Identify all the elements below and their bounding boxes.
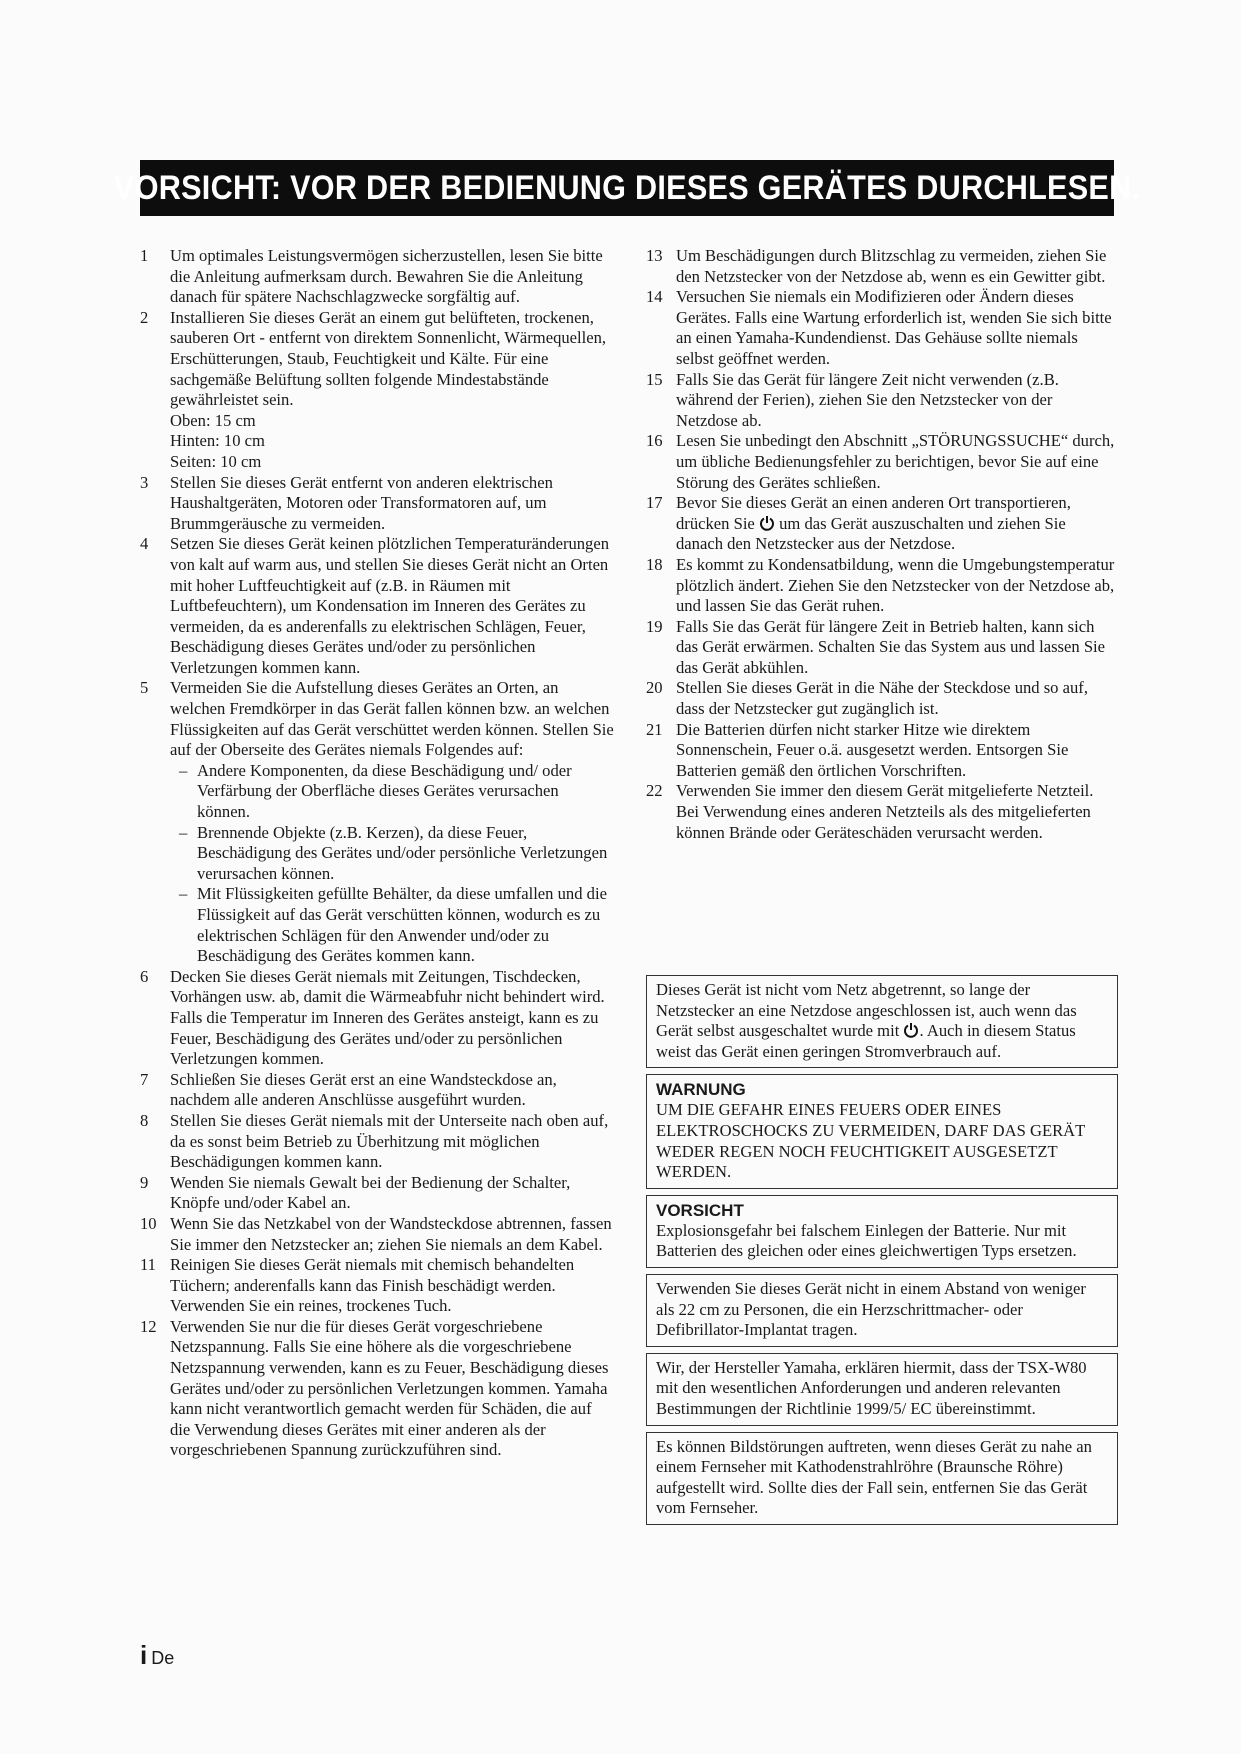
clearance-top: Oben: 15 cm bbox=[170, 410, 256, 430]
sub-item-text: Mit Flüssigkeiten gefüllte Behälter, da diese umfallen und die Flüssigkeit auf das Gerät verschütten können, wodurch es zu elektrischen Schlägen für den Anwender und/oder zu Beschädigung des Gerätes kommen kann. bbox=[197, 884, 607, 966]
list-item bbox=[140, 1317, 615, 1461]
power-icon bbox=[759, 515, 775, 531]
list-item bbox=[646, 555, 1116, 617]
tv-interference-box bbox=[646, 1432, 1118, 1525]
standby-text-after: . Auch in diesem Status weist das Gerät einen geringen Stromverbrauch auf. bbox=[656, 1021, 1076, 1061]
sub-list-item bbox=[140, 823, 615, 885]
warning-title: WARNUNG bbox=[656, 1080, 746, 1100]
item-number: 2 bbox=[140, 307, 149, 327]
item-number: 8 bbox=[140, 1110, 149, 1130]
dash-bullet: – bbox=[179, 822, 188, 842]
page-number: i bbox=[140, 1640, 148, 1670]
item-text: Schließen Sie dieses Gerät erst an eine Wandsteckdose an, nachdem alle anderen Anschlüsse ausgeführt wurden. bbox=[170, 1069, 557, 1110]
page-footer bbox=[140, 1640, 174, 1671]
item-number: 11 bbox=[140, 1255, 156, 1275]
list-item bbox=[646, 246, 1116, 287]
item-number: 14 bbox=[646, 287, 663, 307]
list-item bbox=[140, 1255, 615, 1317]
conformity-text: Wir, der Hersteller Yamaha, erklären hiermit, dass der TSX-W80 mit den wesentlichen Anforderungen und anderen relevanten Bestimmungen der Richtlinie 1999/5/ EC übereinstimmt. bbox=[656, 1357, 1087, 1418]
item-text: Es kommt zu Kondensatbildung, wenn die Umgebungstemperatur plötzlich ändert. Ziehen Sie den Netzstecker von der Netzdose ab, und lassen Sie das Gerät ruhen. bbox=[676, 554, 1115, 616]
item-text: Decken Sie dieses Gerät niemals mit Zeitungen, Tischdecken, Vorhängen usw. ab, damit die Wärmeabfuhr nicht behindert wird. Falls die Temperatur im Inneren des Gerätes ansteigt, kann es zu Feuer, Beschädigung des Gerätes und/oder zu persönlichen Verletzungen kommen. bbox=[170, 966, 605, 1069]
sub-item-text: Andere Komponenten, da diese Beschädigung und/ oder Verfärbung der Oberfläche dieses Gerätes verursachen können. bbox=[197, 760, 572, 822]
item-text: Stellen Sie dieses Gerät entfernt von anderen elektrischen Haushaltgeräten, Motoren oder Transformatoren auf, um Brummgeräusche zu vermeiden. bbox=[170, 472, 553, 533]
item-number: 5 bbox=[140, 678, 149, 698]
sub-list-item bbox=[140, 884, 615, 966]
item-number: 17 bbox=[646, 493, 663, 513]
item-number: 15 bbox=[646, 369, 663, 389]
item-text: Falls Sie das Gerät für längere Zeit in Betrieb halten, kann sich das Gerät erwärmen. Schalten Sie das System aus und lassen Sie das Gerät abkühlen. bbox=[676, 616, 1106, 677]
item-text: Installieren Sie dieses Gerät an einem gut belüfteten, trockenen, sauberen Ort - entfernt von direktem Sonnenlicht, Wärmequellen, Erschütterungen, Staub, Feuchtigkeit und Kälte. Für eine sachgemäße Belüftung sollten folgende Mindestabstände gewährleistet sein. bbox=[170, 307, 607, 410]
item-number: 20 bbox=[646, 678, 663, 698]
list-item bbox=[140, 534, 615, 678]
item-number: 7 bbox=[140, 1069, 149, 1089]
item-text: Um Beschädigungen durch Blitzschlag zu vermeiden, ziehen Sie den Netzstecker von der Netzdose ab, wenn es ein Gewitter gibt. bbox=[676, 246, 1107, 286]
list-item bbox=[646, 781, 1116, 843]
item-text: Setzen Sie dieses Gerät keinen plötzlichen Temperaturänderungen von kalt auf warm aus, und stellen Sie dieses Gerät nicht an Orten mit hoher Luftfeuchtigkeit auf (z.B. in Räumen mit Luftbefeuchtern), um Kondensation im Inneren des Gerätes zu vermeiden, da es anderenfalls zu elektrischen Schlägen, Feuer, Beschädigung dieses Gerätes und/oder zu persönlichen Verletzungen kommen kann. bbox=[170, 534, 610, 677]
item-number: 22 bbox=[646, 781, 663, 801]
list-item bbox=[646, 370, 1116, 432]
power-icon bbox=[903, 1022, 919, 1038]
item-number: 4 bbox=[140, 534, 149, 554]
list-item bbox=[646, 678, 1116, 719]
pacemaker-notice-box bbox=[646, 1274, 1118, 1347]
item-text: Stellen Sie dieses Gerät in die Nähe der Steckdose und so auf, dass der Netzstecker gut zugänglich ist. bbox=[676, 678, 1088, 719]
list-item bbox=[140, 967, 615, 1070]
dash-bullet: – bbox=[179, 760, 188, 780]
caution-title: VORSICHT bbox=[656, 1200, 744, 1220]
page-title: VORSICHT: VOR DER BEDIENUNG DIESES GERÄTES DURCHLESEN. bbox=[113, 168, 1141, 207]
item-text: Vermeiden Sie die Aufstellung dieses Gerätes an Orten, an welchen Fremdkörper in das Gerät fallen können bzw. an welchen Flüssigkeiten auf das Gerät verschüttet werden können. Stellen Sie auf der Oberseite des Gerätes niemals Folgendes auf: bbox=[170, 678, 614, 760]
item-text-after: um das Gerät auszuschalten und ziehen Sie danach den Netzstecker aus der Netzdose. bbox=[676, 513, 1066, 554]
item-number: 13 bbox=[646, 246, 663, 265]
item-number: 3 bbox=[140, 472, 149, 492]
clearance-back: Hinten: 10 cm bbox=[170, 431, 265, 451]
standby-text-before: Dieses Gerät ist nicht vom Netz abgetrennt, so lange der Netzstecker an eine Netzdose angeschlossen ist, auch wenn das Gerät selbst ausgeschaltet wurde mit bbox=[656, 980, 1077, 1041]
caution-box bbox=[646, 1195, 1118, 1268]
tv-interference-text: Es können Bildstörungen auftreten, wenn dieses Gerät zu nahe an einem Fernseher mit Kathodenstrahlröhre (Braunsche Röhre) aufgestellt wird. Sollte dies der Fall sein, entfernen Sie das Gerät vom Fernseher. bbox=[656, 1436, 1092, 1518]
list-item bbox=[646, 617, 1116, 679]
item-text: Versuchen Sie niemals ein Modifizieren oder Ändern dieses Gerätes. Falls eine Wartung erforderlich ist, wenden Sie sich bitte an einen Yamaha-Kundendienst. Das Gehäuse sollte niemals selbst geöffnet werden. bbox=[676, 287, 1112, 368]
left-column bbox=[140, 246, 615, 1461]
list-item bbox=[646, 720, 1116, 782]
language-code: De bbox=[151, 1648, 175, 1668]
list-item bbox=[646, 287, 1116, 369]
list-item bbox=[140, 1173, 615, 1214]
conformity-box bbox=[646, 1353, 1118, 1426]
notice-boxes bbox=[646, 975, 1118, 1531]
item-number: 16 bbox=[646, 431, 663, 451]
item-text-before: Bevor Sie dieses Gerät an einen anderen Ort transportieren, drücken Sie bbox=[676, 493, 1071, 533]
item-text: Wenden Sie niemals Gewalt bei der Bedienung der Schalter, Knöpfe und/oder Kabel an. bbox=[170, 1172, 571, 1213]
item-number: 1 bbox=[140, 246, 149, 265]
list-item bbox=[140, 1111, 615, 1173]
caution-text: Explosionsgefahr bei falschem Einlegen der Batterie. Nur mit Batterien des gleichen oder eines gleichwertigen Typs ersetzen. bbox=[656, 1220, 1077, 1261]
warning-text: UM DIE GEFAHR EINES FEUERS ODER EINES ELEKTROSCHOCKS ZU VERMEIDEN, DARF DAS GERÄT WEDER REGEN NOCH FEUCHTIGKEIT AUSGESETZT WERDEN. bbox=[656, 1100, 1086, 1182]
item-text: Verwenden Sie nur die für dieses Gerät vorgeschriebene Netzspannung. Falls Sie eine höhere als die vorgeschriebene Netzspannung verwenden, kann es zu Feuer, Beschädigung dieses Gerätes und/oder zu persönlichen Verletzungen kommen. Yamaha kann nicht verantwortlich gemacht werden für Schäden, die auf die Verwendung dieses Gerätes mit einer anderen als der vorgeschriebenen Spannung zurückzuführen sind. bbox=[170, 1316, 609, 1460]
list-item bbox=[140, 473, 615, 535]
list-item bbox=[140, 1214, 615, 1255]
item-text: Die Batterien dürfen nicht starker Hitze wie direktem Sonnenschein, Feuer o.ä. ausgesetzt werden. Entsorgen Sie Batterien gemäß den örtlichen Vorschriften. bbox=[676, 719, 1069, 780]
item-number: 6 bbox=[140, 966, 149, 986]
page-title-banner bbox=[113, 160, 1141, 216]
item-number: 21 bbox=[646, 719, 663, 739]
list-item bbox=[140, 308, 615, 473]
item-text: Verwenden Sie immer den diesem Gerät mitgelieferte Netzteil. Bei Verwendung eines anderen Netzteils als des mitgelieferten können Brände oder Geräteschäden verursacht werden. bbox=[676, 781, 1094, 842]
item-number: 9 bbox=[140, 1172, 149, 1192]
item-text: Wenn Sie das Netzkabel von der Wandsteckdose abtrennen, fassen Sie immer den Netzstecker an; ziehen Sie niemals an dem Kabel. bbox=[170, 1213, 612, 1254]
item-text: Um optimales Leistungsvermögen sicherzustellen, lesen Sie bitte die Anleitung aufmerksam durch. Bewahren Sie die Anleitung danach für spätere Nachschlagzwecke sorgfältig auf. bbox=[170, 246, 603, 307]
item-text: Lesen Sie unbedingt den Abschnitt „STÖRUNGSSUCHE“ durch, um übliche Bedienungsfehler zu berichtigen, bevor Sie auf eine Störung des Gerätes schließen. bbox=[676, 431, 1115, 492]
pacemaker-text: Verwenden Sie dieses Gerät nicht in einem Abstand von weniger als 22 cm zu Personen, die ein Herzschrittmacher- oder Defibrillator-Implantat tragen. bbox=[656, 1278, 1086, 1340]
item-text: Falls Sie das Gerät für längere Zeit nicht verwenden (z.B. während der Ferien), ziehen Sie den Netzstecker von der Netzdose ab. bbox=[676, 369, 1059, 430]
list-item bbox=[140, 678, 615, 760]
sub-list-item bbox=[140, 761, 615, 823]
list-item bbox=[646, 493, 1116, 555]
warning-box bbox=[646, 1074, 1118, 1188]
item-text: Reinigen Sie dieses Gerät niemals mit chemisch behandelten Tüchern; anderenfalls kann das Finish beschädigt werden. Verwenden Sie ein reines, trockenes Tuch. bbox=[170, 1255, 575, 1316]
list-item bbox=[140, 246, 615, 308]
sub-item-text: Brennende Objekte (z.B. Kerzen), da diese Feuer, Beschädigung des Gerätes und/oder persönliche Verletzungen verursachen können. bbox=[197, 822, 608, 883]
standby-notice-box bbox=[646, 975, 1118, 1068]
item-number: 12 bbox=[140, 1316, 157, 1336]
item-number: 10 bbox=[140, 1213, 157, 1233]
right-column bbox=[646, 246, 1116, 843]
list-item bbox=[140, 1070, 615, 1111]
item-text: Stellen Sie dieses Gerät niemals mit der Unterseite nach oben auf, da es sonst beim Betrieb zu Überhitzung mit möglichen Beschädigungen kommen kann. bbox=[170, 1110, 609, 1172]
list-item bbox=[646, 431, 1116, 493]
item-number: 19 bbox=[646, 616, 663, 636]
item-number: 18 bbox=[646, 554, 663, 574]
dash-bullet: – bbox=[179, 884, 188, 904]
clearance-sides: Seiten: 10 cm bbox=[170, 451, 262, 471]
